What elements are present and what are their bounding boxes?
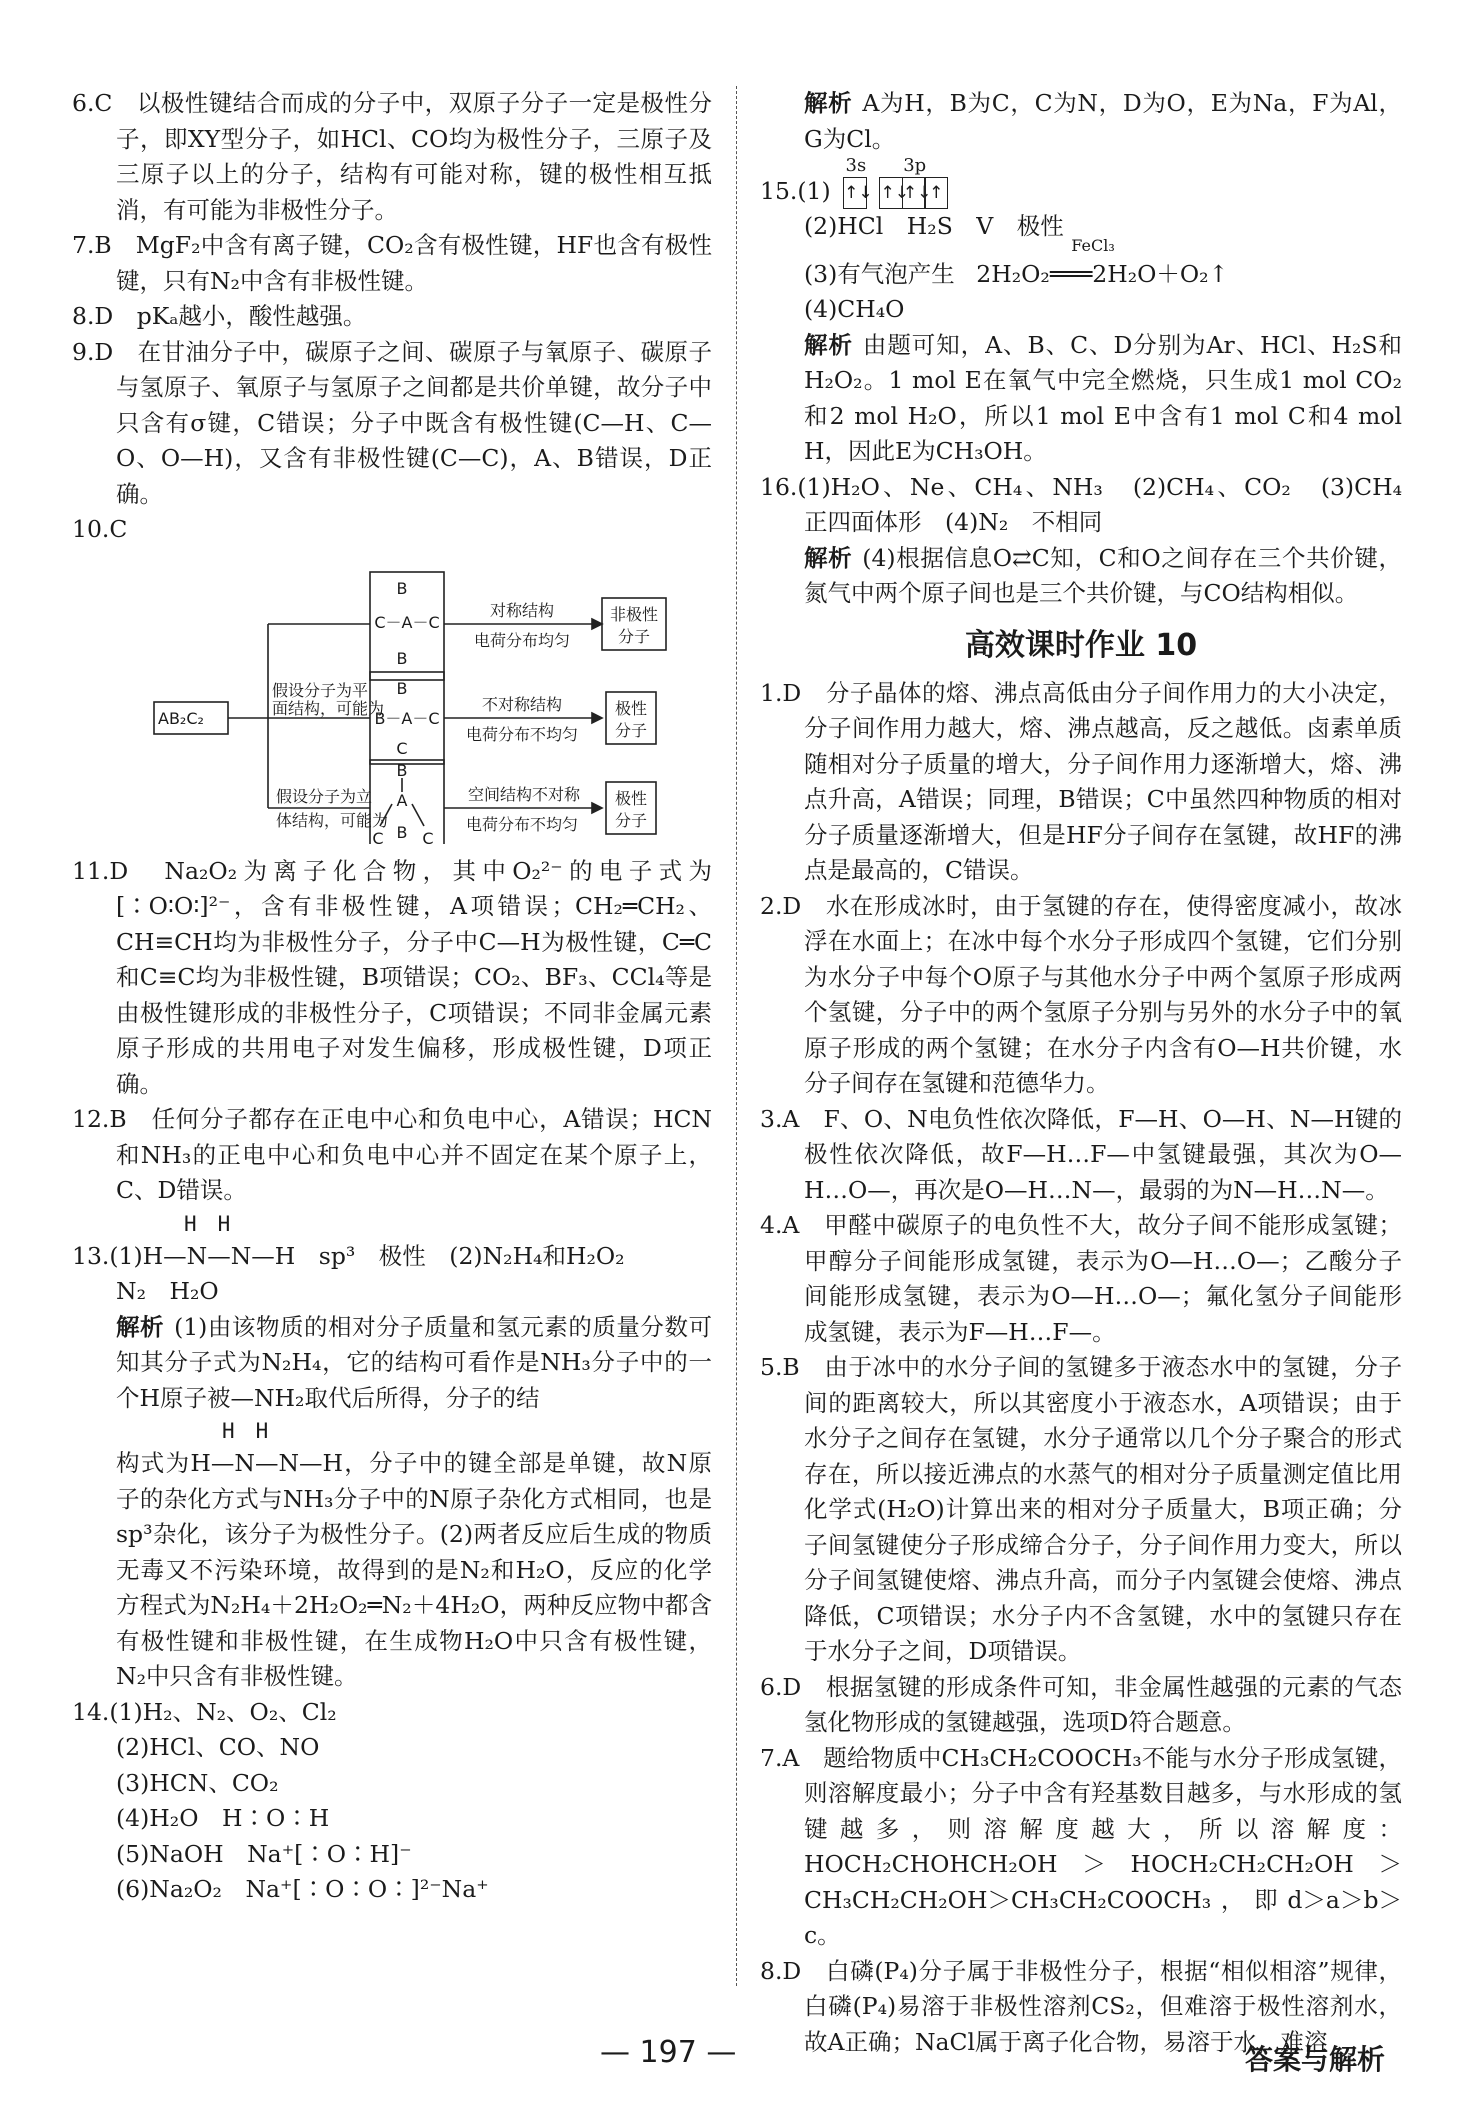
answer-13-line2: N₂ H₂O bbox=[116, 1277, 219, 1305]
s1-result-l1: 非极性 bbox=[609, 604, 659, 624]
q13-analysis-label: 解析 bbox=[116, 1312, 165, 1341]
s3-note2: 电荷分布不均匀 bbox=[465, 814, 579, 834]
answer-8: 8.D pKₐ越小，酸性越强。 bbox=[72, 302, 367, 330]
s3-mid: A bbox=[396, 790, 408, 810]
section-title: 高效课时作业 10 bbox=[964, 627, 1198, 663]
s1-mid: C－A－C bbox=[374, 612, 440, 632]
hw10-answer-8: 8.D 白磷(P₄)分子属于非极性分子，根据“相似相溶”规律，白磷(P₄)易溶于非极性溶剂CS₂，但难溶于极性溶剂水，故A正确；NaCl属于离子化合物，易溶于水，难溶 bbox=[760, 1956, 1402, 2056]
s3-result-l1: 极性 bbox=[614, 788, 648, 808]
q15-analysis: 由题可知，A、B、C、D分别为Ar、HCl、H₂S和H₂O₂。1 mol E在氧气中完全燃烧，只生成1 mol CO₂和2 mol H₂O，所以1 mol E中含有1 mol C和4 mol H，因此E为CH₃OH。 bbox=[804, 330, 1402, 465]
answer-15-prefix: 15.(1) bbox=[760, 176, 831, 205]
answer-14-3: (3)HCN、CO₂ bbox=[116, 1768, 279, 1797]
upper-branch-l2: 面结构，可能为 bbox=[272, 698, 385, 718]
s1-result-l2: 分子 bbox=[617, 626, 651, 646]
q13-analysis-a: (1)由该物质的相对分子质量和氢元素的质量分数可知其分子式为N₂H₄，它的结构可看作是NH₃分子中的一个H原子被—NH₂取代后所得，分子的结 bbox=[116, 1312, 712, 1412]
answer-14-1: 14.(1)H₂、N₂、O₂、Cl₂ bbox=[72, 1697, 337, 1726]
right-column bbox=[760, 86, 1426, 2060]
s3-result-l2: 分子 bbox=[614, 810, 648, 830]
q13-analysis-b: 构式为H—N—N—H，分子中的键全部是单键，故N原子的杂化方式与NH₃分子中的N原子杂化方式相同，也是sp³杂化，该分子为极性分子。(2)两者反应后生成的物质无毒又不污染环境，故得到的是N₂和H₂O，反应的化学方程式为N₂H₄＋2H₂O₂═N₂＋4H₂O，两种反应物中都含有极性键和非极性键，在生成物H₂O中只含有极性键，N₂中只含有非极性键。 bbox=[116, 1449, 712, 1690]
s2-note2: 电荷分布不均匀 bbox=[465, 724, 579, 744]
s3-bot-left: C bbox=[372, 828, 384, 844]
answer-16: 16.(1)H₂O、Ne、CH₄、NH₃ (2)CH₄、CO₂ (3)CH₄ 正四面体形 (4)N₂ 不相同 bbox=[760, 472, 1426, 536]
s1-top: B bbox=[396, 578, 408, 598]
hw10-answer-5: 5.B 由于冰中的水分子间的氢键多于液态水中的氢键，分子间的距离较大，所以其密度小于液态水，A项错误；由于水分子之间存在氢键，水分子通常以几个分子聚合的形式存在，所以接近沸点的水蒸气的相对分子质量测定值比用化学式(H₂O)计算出来的相对分子质量大，B项正确；分子间氢键使分子形成缔合分子，分子间作用力变大，所以分子间氢键使熔、沸点升高，而分子内氢键会使熔、沸点降低，C项错误；水分子内不含氢键，水中的氢键只存在于水分子之间，D项错误。 bbox=[760, 1353, 1402, 1665]
orbital-3p-label: 3p bbox=[903, 155, 927, 176]
q14-analysis-label: 解析 bbox=[804, 89, 853, 117]
s2-mid: B－A－C bbox=[374, 708, 440, 728]
left-column bbox=[72, 86, 712, 1908]
hw10-answer-3: 3.A F、O、N电负性依次降低，F—H、O—H、N—H键的极性依次降低，故F—H…F—中氢键最强，其次为O—H…O—，再次是O—H…N—，最弱的为N—H…N—。 bbox=[760, 1104, 1402, 1204]
orbital-3p-box-1: ↑↓ bbox=[879, 177, 903, 209]
s1-bot: B bbox=[396, 648, 408, 668]
s2-note1: 不对称结构 bbox=[481, 694, 563, 714]
upper-branch-l1: 假设分子为平 bbox=[272, 680, 369, 700]
answer-15-3-prefix: (3)有气泡产生 bbox=[804, 259, 955, 288]
answer-13-line1: 13.(1)H—N—N—H sp³ 极性 (2)N₂H₄和H₂O₂ bbox=[72, 1241, 625, 1270]
page-number: — 197 — bbox=[600, 2035, 737, 2070]
polarity-diagram-svg bbox=[72, 554, 712, 844]
q16-analysis-label: 解析 bbox=[804, 543, 853, 572]
s1-note2: 电荷分布均匀 bbox=[473, 630, 571, 650]
orbital-3s-label: 3s bbox=[845, 155, 867, 176]
orbital-3p-box-2: ↑↓ bbox=[902, 177, 926, 209]
s2-bot: C bbox=[396, 738, 408, 758]
q15-analysis-label: 解析 bbox=[804, 330, 853, 359]
s2-top: B bbox=[396, 678, 408, 698]
hw10-answer-4: 4.A 甲醛中碳原子的电负性不大，故分子间不能形成氢键；甲醇分子间能形成氢键，表示为O—H…O—；乙酸分子间能形成氢键，表示为O—H…O—；氟化氢分子间能形成氢键，表示为F—H…F—。 bbox=[760, 1211, 1402, 1346]
q16-analysis: (4)根据信息O⇄C知，C和O之间存在三个共价键，氮气中两个原子间也是三个共价键，与CO结构相似。 bbox=[804, 543, 1402, 607]
footer-title: 答案与解析 bbox=[1245, 2043, 1386, 2076]
s1-note1: 对称结构 bbox=[489, 600, 555, 620]
answer-14-4: (4)H₂O H∶O∶H bbox=[116, 1804, 330, 1832]
orbital-3s-box: ↑↓ bbox=[843, 177, 867, 209]
answer-14-6: (6)Na₂O₂ Na⁺[∶O∶O∶]²⁻Na⁺ bbox=[116, 1875, 489, 1903]
s3-bot-right: C bbox=[422, 828, 434, 844]
orbital-3p-box-3: ↑ bbox=[924, 177, 948, 209]
s2-result-l1: 极性 bbox=[614, 698, 648, 718]
hw10-answer-2: 2.D 水在形成冰时，由于氢键的存在，使得密度减小，故冰浮在水面上；在冰中每个水分子形成四个氢键，它们分别为水分子中每个O原子与其他水分子中两个氢原子形成两个氢键，分子中的两个氢原子分别与另外的水分子中的氧原子形成的两个氢键；在水分子内含有O—H共价键，水分子间存在氢键和范德华力。 bbox=[760, 891, 1402, 1097]
answer-10: 10.C bbox=[72, 515, 128, 543]
hw10-answer-7: 7.A 题给物质中CH₃CH₂COOCH₃不能与水分子形成氢键，则溶解度最小；分子中含有羟基数目越多，与水形成的氢键越多，则溶解度越大，所以溶解度：HOCH₂CHOHCH₂OH ＞ HOCH₂CH₂CH₂OH ＞ CH₃CH₂CH₂OH＞CH₃CH₂COOCH₃，即d＞a＞b＞c。 bbox=[760, 1743, 1402, 1949]
lower-branch-l1: 假设分子为立 bbox=[276, 786, 373, 806]
column-divider bbox=[736, 86, 737, 1986]
answer-11: 11.D Na₂O₂为离子化合物，其中O₂²⁻的电子式为[∶O∶O∶]²⁻，含有非极性键，A项错误；CH₂═CH₂、CH≡CH均为非极性分子，分子中C—H为极性键，C═C和C≡C均为非极性键，B项错误；CO₂、BF₃、CCl₄等是由极性键形成的非极性分子，C项错误；不同非金属元素原子形成的共用电子对发生偏移，形成极性键，D项正确。 bbox=[72, 856, 712, 1098]
s3-note1: 空间结构不对称 bbox=[467, 784, 581, 804]
polarity-diagram bbox=[72, 554, 712, 844]
q13-structure-top: H H bbox=[184, 1211, 231, 1236]
lower-branch-l2: 体结构，可能为 bbox=[276, 810, 389, 830]
answer-7: 7.B MgF₂中含有离子键，CO₂含有极性键，HF也含有极性键，只有N₂中含有非极性键。 bbox=[72, 231, 712, 295]
answer-14-5: (5)NaOH Na⁺[∶O∶H]⁻ bbox=[116, 1839, 412, 1868]
hw10-answer-1: 1.D 分子晶体的熔、沸点高低由分子间作用力的大小决定，分子间作用力越大，熔、沸点越高，反之越低。卤素单质随相对分子质量的增大，分子间作用力逐渐增大，熔、沸点升高，A错误；同理，B错误；C中虽然四种物质的相对分子质量逐渐增大，但是HF分子间存在氢键，故HF的沸点是最高的，C错误。 bbox=[760, 678, 1402, 884]
hw10-answer-6: 6.D 根据氢键的形成条件可知，非金属性越强的元素的气态氢化物形成的氢键越强，选项D符合题意。 bbox=[760, 1672, 1402, 1736]
root-label: AB₂C₂ bbox=[158, 708, 204, 728]
s3-bot-mid: B bbox=[396, 822, 408, 842]
answer-15-2: (2)HCl H₂S V 极性 bbox=[804, 212, 1064, 240]
answer-15-4: (4)CH₄O bbox=[804, 295, 905, 323]
q14-analysis: A为H，B为C，C为N，D为O，E为Na，F为Al，G为Cl。 bbox=[804, 89, 1402, 153]
s2-result-l2: 分子 bbox=[614, 720, 648, 740]
answer-9: 9.D 在甘油分子中，碳原子之间、碳原子与氧原子、碳原子与氢原子、氧原子与氢原子之间都是共价单键，故分子中只含有σ键，C错误；分子中既含有极性键(C—H、C—O、O—H)，又含有非极性键(C—C)，A、B错误，D正确。 bbox=[72, 337, 712, 508]
answer-15-3-equation: 2H₂O₂═══2H₂O＋O₂↑ bbox=[976, 259, 1229, 288]
s3-top: B bbox=[396, 760, 408, 780]
orbital-diagram bbox=[760, 155, 1402, 209]
answer-6: 6.C 以极性键结合而成的分子中，双原子分子一定是极性分子，即XY型分子，如HCl、CO均为极性分子，三原子及三原子以上的分子，结构有可能对称，键的极性相互抵消，有可能为非极性分子。 bbox=[72, 89, 712, 224]
answer-12: 12.B 任何分子都存在正电中心和负电中心，A错误；HCN和NH₃的正电中心和负电中心并不固定在某个原子上，C、D错误。 bbox=[72, 1105, 712, 1204]
answer-14-2: (2)HCl、CO、NO bbox=[116, 1733, 320, 1761]
q13-structure-top-2: H H bbox=[222, 1419, 269, 1443]
catalyst-label: FeCl₃ bbox=[1071, 235, 1115, 255]
